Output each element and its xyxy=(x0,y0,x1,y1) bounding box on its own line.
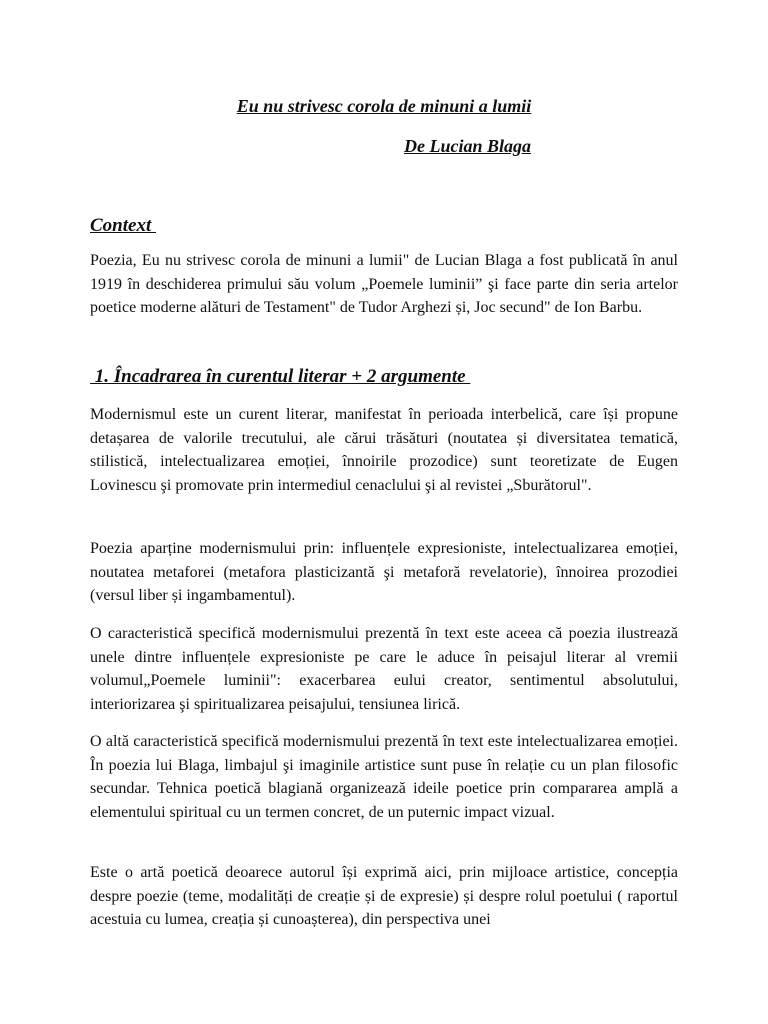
paragraph: Poezia aparține modernismului prin: influențele expresioniste, intelectualizarea emoției, noutatea metaforei (metafora plasticizantă şi metaforă revelatorie), înnoirea prozodiei (versul liber și ingambamentul). xyxy=(90,540,678,604)
paragraph: O altă caracteristică specifică modernismului prezentă în text este intelectualizarea emoției. În poezia lui Blaga, limbajul şi imaginile artistice sunt puse în relație cu un plan filosofic secundar. Tehnica poetică blagiană organizează ideile poetice prin compararea amplă a elementului spiritual cu un termen concret, de un puternic impact vizual. xyxy=(90,733,678,821)
context-paragraph: Poezia, Eu nu strivesc corola de minuni a lumii" de Lucian Blaga a fost publicată în anul 1919 în deschiderea primului său volum „Poemele luminii” şi face parte din seria artelor poetice moderne alături de Testament" de Tudor Arghezi și, Joc secund" de Ion Barbu. xyxy=(90,252,678,316)
author-line: De Lucian Blaga xyxy=(404,136,532,156)
paragraph: O caracteristică specifică modernismului prezentă în text este aceea că poezia ilustrează unele dintre influențele expresioniste pe care le aduce în peisajul literar al vremii volumul„Poemele luminii": exacerbarea eului creator, sentimentul absolutului, interiorizarea şi spiritualizarea peisajului, tensiunea lirică. xyxy=(90,625,678,713)
context-heading: Context xyxy=(90,215,156,236)
section-heading: 1. Încadrarea în curentul literar + 2 argumente xyxy=(90,366,471,387)
paragraph: Modernismul este un curent literar, manifestat în perioada interbelică, care își propune detașarea de valorile trecutului, ale cărui trăsături (noutatea și diversitatea tematică, stilistică, intelectualizarea emoției, înnoirile prozodice) sunt teoretizate de Eugen Lovinescu şi promovate prin intermediul cenaclului şi al revistei „Sburătorul". xyxy=(90,406,678,494)
poem-title: Eu nu strivesc corola de minuni a lumii xyxy=(236,96,532,116)
paragraph: Este o artă poetică deoarece autorul își exprimă aici, prin mijloace artistice, concepția despre poezie (teme, modalități de creație și de expresie) și despre rolul poetului ( raportul acestuia cu lumea, creația și cunoașterea), din perspectiva unei xyxy=(90,864,678,928)
